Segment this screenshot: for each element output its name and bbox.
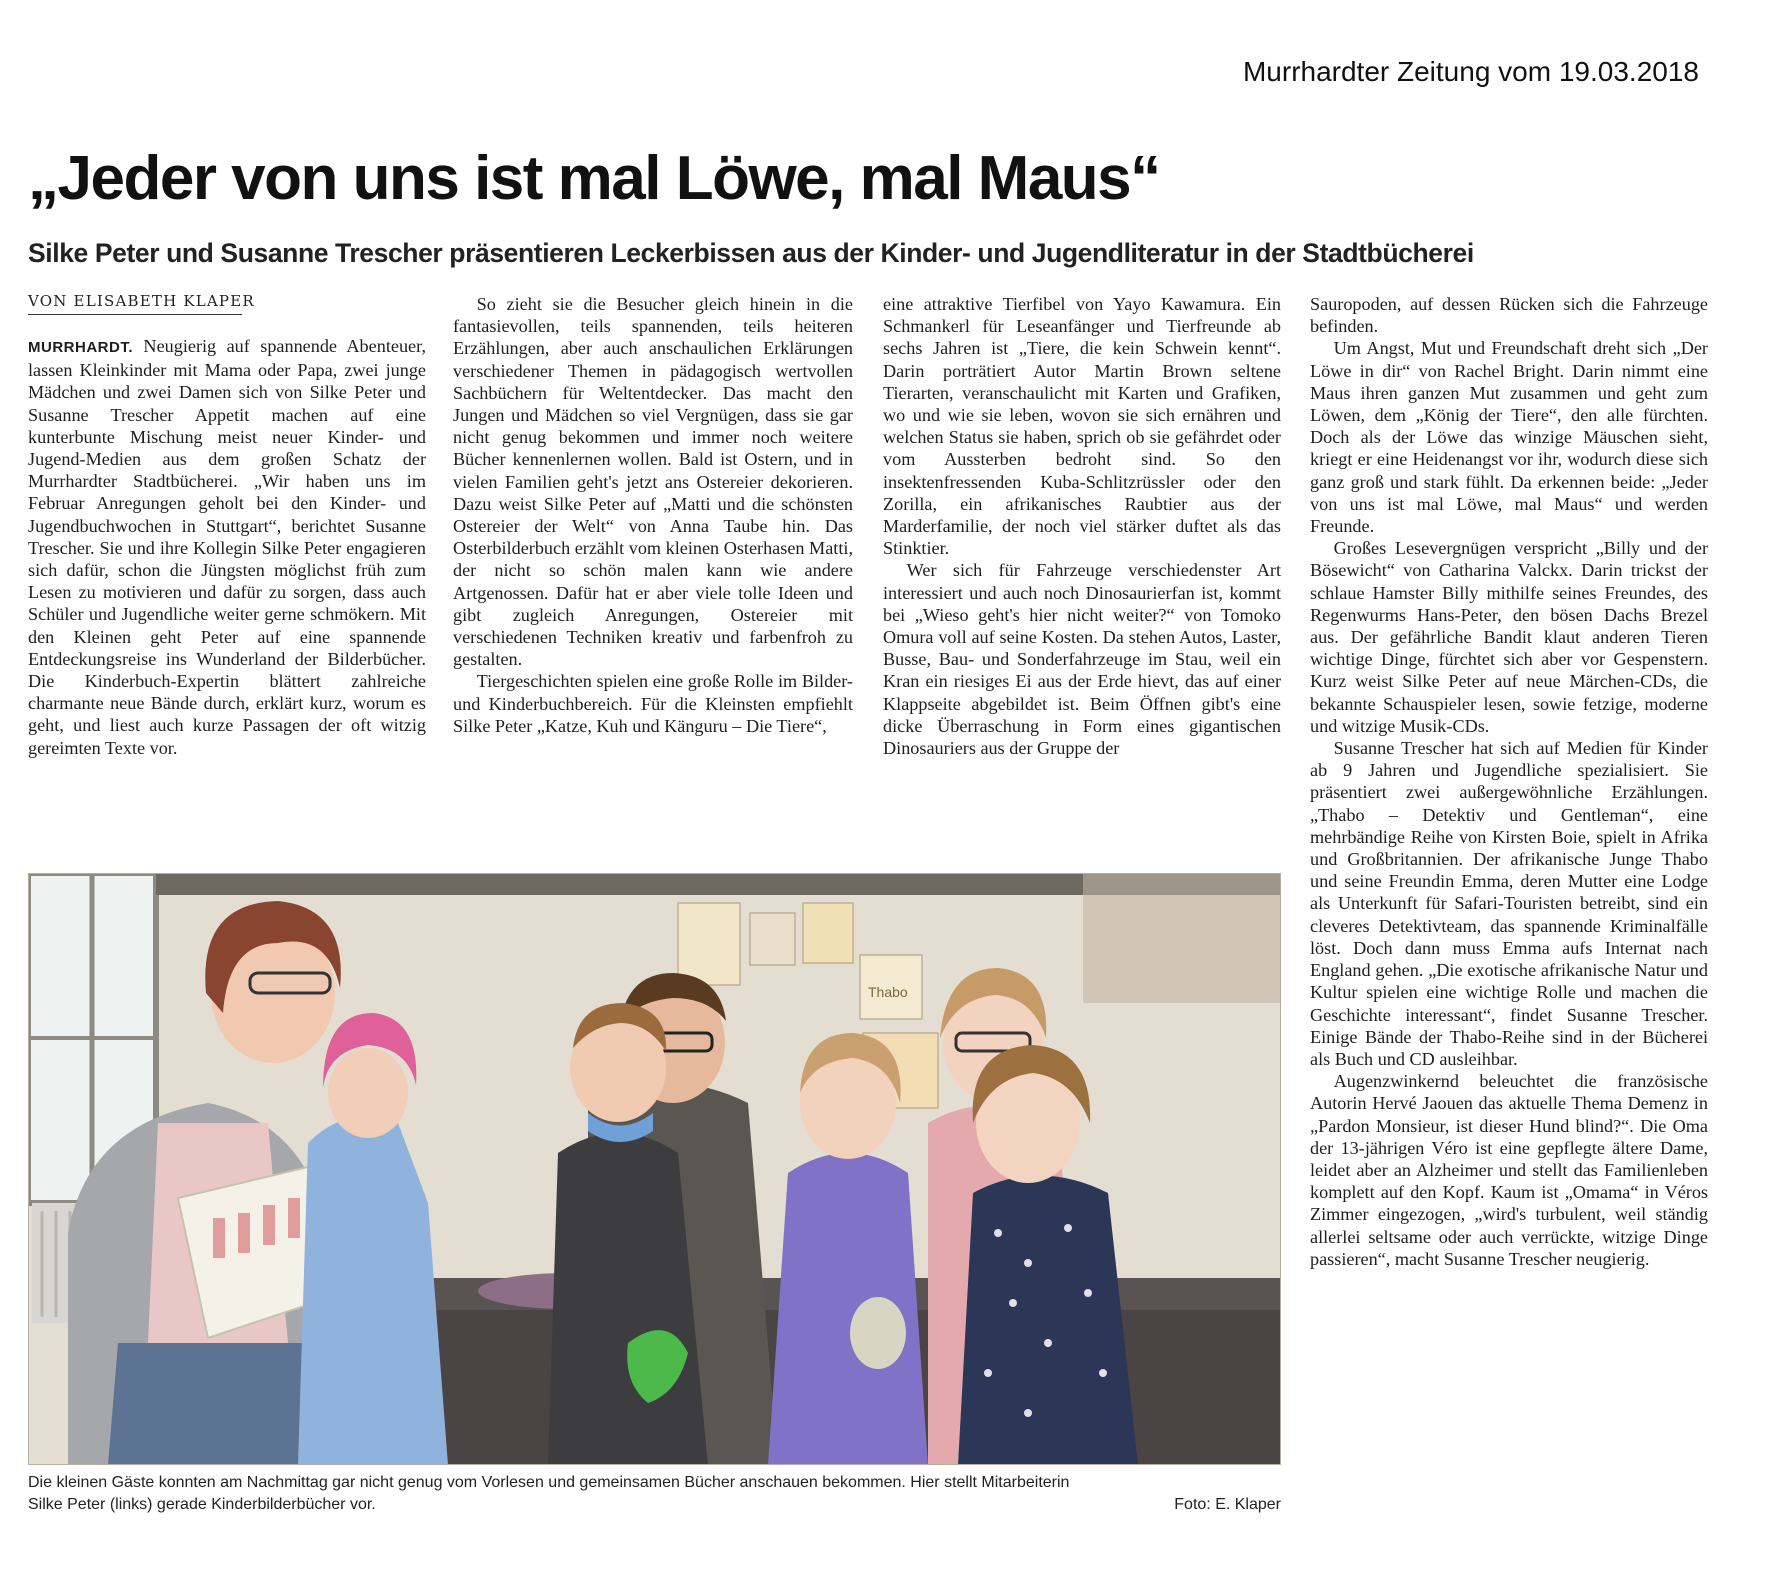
photo-girl2-jacket [768,1153,928,1465]
photo-girl-face [328,1048,408,1138]
column-4-paragraph-4: Susanne Trescher hat sich auf Medien für Kinder ab 9 Jahren und Jugendliche spezialisiert. Sie präsentiert zwei außergewöhnliche Erzählungen. „Thabo – Detektiv und Gentleman“, eine mehrbändige Reihe von Kirsten Boie, spielt in Afrika und Großbritannien. Der afrikanische Junge Thabo und seine Freundin Emma, deren Mutter eine Lodge als Unterkunft für Safari-Touristen betreibt, sind ein cleveres Detektivteam, das spannende Kriminalfälle löst. Doch dann muss Emma aufs Internat nach England gehen. „Die exotische afrikanische Natur und Kultur spielen eine wichtige Rolle und machen die Geschichte interessant“, findet Susanne Trescher. Einige Bände der Thabo-Reihe sind in der Bücherei als Buch und CD ausleihbar. [1310,738,1708,1069]
byline-rule [28,314,242,315]
photo-credit: Foto: E. Klaper [1174,1496,1281,1513]
column-4-paragraph-1: Sauropoden, auf dessen Rücken sich die Fahrzeuge befinden. [1310,294,1708,337]
column-3-paragraph-1: eine attraktive Tierfibel von Yayo Kawamura. Ein Schmankerl für Leseanfänger und Tierfreunde ab sechs Jahren ist „Tiere, die kein Schwein kennt“. Darin porträtiert Autor Martin Brown seltene Tierarten, veranschaulicht mit Karten und Grafiken, wo und wie sie leben, wovon sie sich ernähren und welchen Status sie haben, sprich ob sie gefährdet oder vom Aussterben bedroht sind. So den insektenfressenden Kuba-Schlitzrüssler oder den Zorilla, ein afrikanisches Raubtier aus der Marderfamilie, der noch viel stärker duftet als das Stinktier. [883,294,1281,559]
column-1-paragraph-1 [28,335,426,759]
photo-illustration [28,873,1281,1465]
article-column-2 [453,293,853,737]
column-2-paragraph-1: So zieht sie die Besucher gleich hinein in die fantasievollen, teils spannenden, teils heiteren Erzählungen, aber auch anschaulichen Erklärungen verschiedener Themen in pädagogisch wertvollen Sachbüchern für Weltentdecker. Das macht den Jungen und Mädchen so viel Vergnügen, dass sie gar nicht genug bekommen und immer noch weitere Bücher kennenlernen wollen. Bald ist Ostern, und in vielen Familien geht's jetzt ans Ostereier dekorieren. Dazu weist Silke Peter auf „Matti und die schönsten Ostereier der Welt“ von Anna Taube hin. Das Osterbilderbuch erzählt vom kleinen Osterhasen Matti, der nicht so schön malen kann wie andere Artgenossen. Dafür hat er aber viele tolle Ideen und gibt zugleich Anregungen, Ostereier mit verschiedenen Techniken kreativ und farbenfroh zu gestalten. [453,294,854,670]
source-line: Murrhardter Zeitung vom 19.03.2018 [1242,56,1699,87]
photo-caption [28,1472,1281,1516]
article-column-1 [28,335,426,759]
article-subheadline: Silke Peter und Susanne Trescher präsentieren Leckerbissen aus der Kinder- und Jugendliteratur in der Stadtbücherei [28,238,1474,268]
column-3-paragraph-2: Wer sich für Fahrzeuge verschiedenster Art interessiert und auch noch Dinosaurierfan ist, kommt bei „Wieso geht's hier nicht weiter?“ von Tomoko Omura voll auf seine Kosten. Da stehen Autos, Laster, Busse, Bau- und Sonderfahrzeuge im Stau, weil ein Kran ein riesiges Ei aus der Erde hievt, das auf einer Klappseite abgebildet ist. Beim Öffnen gibt's eine dicke Überraschung in Form eines gigantischen Dinosauriers aus der Gruppe der [883,560,1281,759]
article-headline: „Jeder von uns ist mal Löwe, mal Maus“ [28,144,1160,213]
column-2-paragraph-2: Tiergeschichten spielen eine große Rolle im Bilder- und Kinderbuchbereich. Für die Kleinsten empfiehlt Silke Peter „Katze, Kuh und Känguru – Die Tiere“, [453,671,853,736]
article-column-4 [1310,293,1708,1270]
dateline: MURRHARDT. [28,339,133,356]
column-4-paragraph-3: Großes Lesevergnügen verspricht „Billy und der Bösewicht“ von Catharina Valckx. Darin trickst der schlaue Hamster Billy mithilfe seines Freundes, des Regenwurms Hans-Peter, den bösen Dachs Brezel aus. Der gefährliche Bandit klaut anderen Tieren wichtige Dinge, fürchtet sich aber vor Gespenstern. Kurz weist Silke Peter auf neue Märchen-CDs, die bekannte Schauspieler lesen, sowie fetzige, moderne und witzige Musik-CDs. [1310,538,1708,736]
photo-poster-2 [750,913,795,965]
column-1-paragraph-1-text: Neugierig auf spannende Abenteuer, lassen Kleinkinder mit Mama oder Papa, zwei junge Mädchen und zwei Damen sich von Silke Peter und Susanne Trescher Appetit machen auf eine kunterbunte Mischung meist neuer Kinder- und Jugend-Medien aus dem großen Schatz der Murrhardter Stadtbücherei. „Wir haben uns im Februar Anregungen geholt bei den Kinder- und Jugendbuchwochen in Stuttgart“, berichtet Susanne Trescher. Sie und ihre Kollegin Silke Peter engagieren sich dafür, schon die Jüngsten möglichst früh zum Lesen zu motivieren und dafür zu sorgen, dass auch Schüler und Jugendliche weiter gerne schmökern. Mit den Kleinen geht Peter auf eine spannende Entdeckungsreise ins Wunderland der Bilderbücher. Die Kinderbuch-Expertin blättert zahlreiche charmante neue Bände durch, erklärt kurz, worum es geht, und liest auch kurze Passagen der oft witzig gereimten Texte vor. [28,336,426,758]
caption-line-1: Die kleinen Gäste konnten am Nachmittag gar nicht genug vom Vorlesen und gemeinsamen Bücher anschauen bekommen. Hier stellt Mitarbeiterin [28,1474,1070,1491]
byline: VON ELISABETH KLAPER [28,292,255,310]
photo-poster-1 [678,903,740,985]
photo-poster-3 [803,903,853,963]
article-column-3 [883,293,1281,759]
column-4-paragraph-5: Augenzwinkernd beleuchtet die französische Autorin Hervé Jaouen das aktuelle Thema Demenz in „Pardon Monsieur, ist dieser Hund blind?“. Die Oma der 13-jährigen Véro ist eine gepflegte ältere Dame, leidet aber an Alzheimer und stellt das Familienleben komplett auf den Kopf. Kaum ist „Omama“ in Véros Zimmer eingezogen, „wird's turbulent, weil ständig allerlei seltsame oder auch verrückte, witzige Dinge passieren“, macht Susanne Trescher neugierig. [1310,1071,1708,1269]
photo-wall-sign: Thabo [868,984,908,1000]
column-4-paragraph-2: Um Angst, Mut und Freundschaft dreht sich „Der Löwe in dir“ von Rachel Bright. Darin nimmt eine Maus ihren ganzen Mut zusammen und geht zum Löwen, dem „König der Tiere“, den alle fürchten. Doch als der Löwe das winzige Mäuschen sieht, kriegt er eine Heidenangst vor ihr, wodurch diese sich ganz groß und stark fühlt. Da erkennen beide: „Jeder von uns ist mal Löwe, mal Maus“ und werden Freunde. [1310,338,1708,537]
photo-toy-plush [850,1297,906,1369]
caption-line-2: Silke Peter (links) gerade Kinderbilderbücher vor. [28,1496,376,1513]
article-photo [28,873,1281,1465]
